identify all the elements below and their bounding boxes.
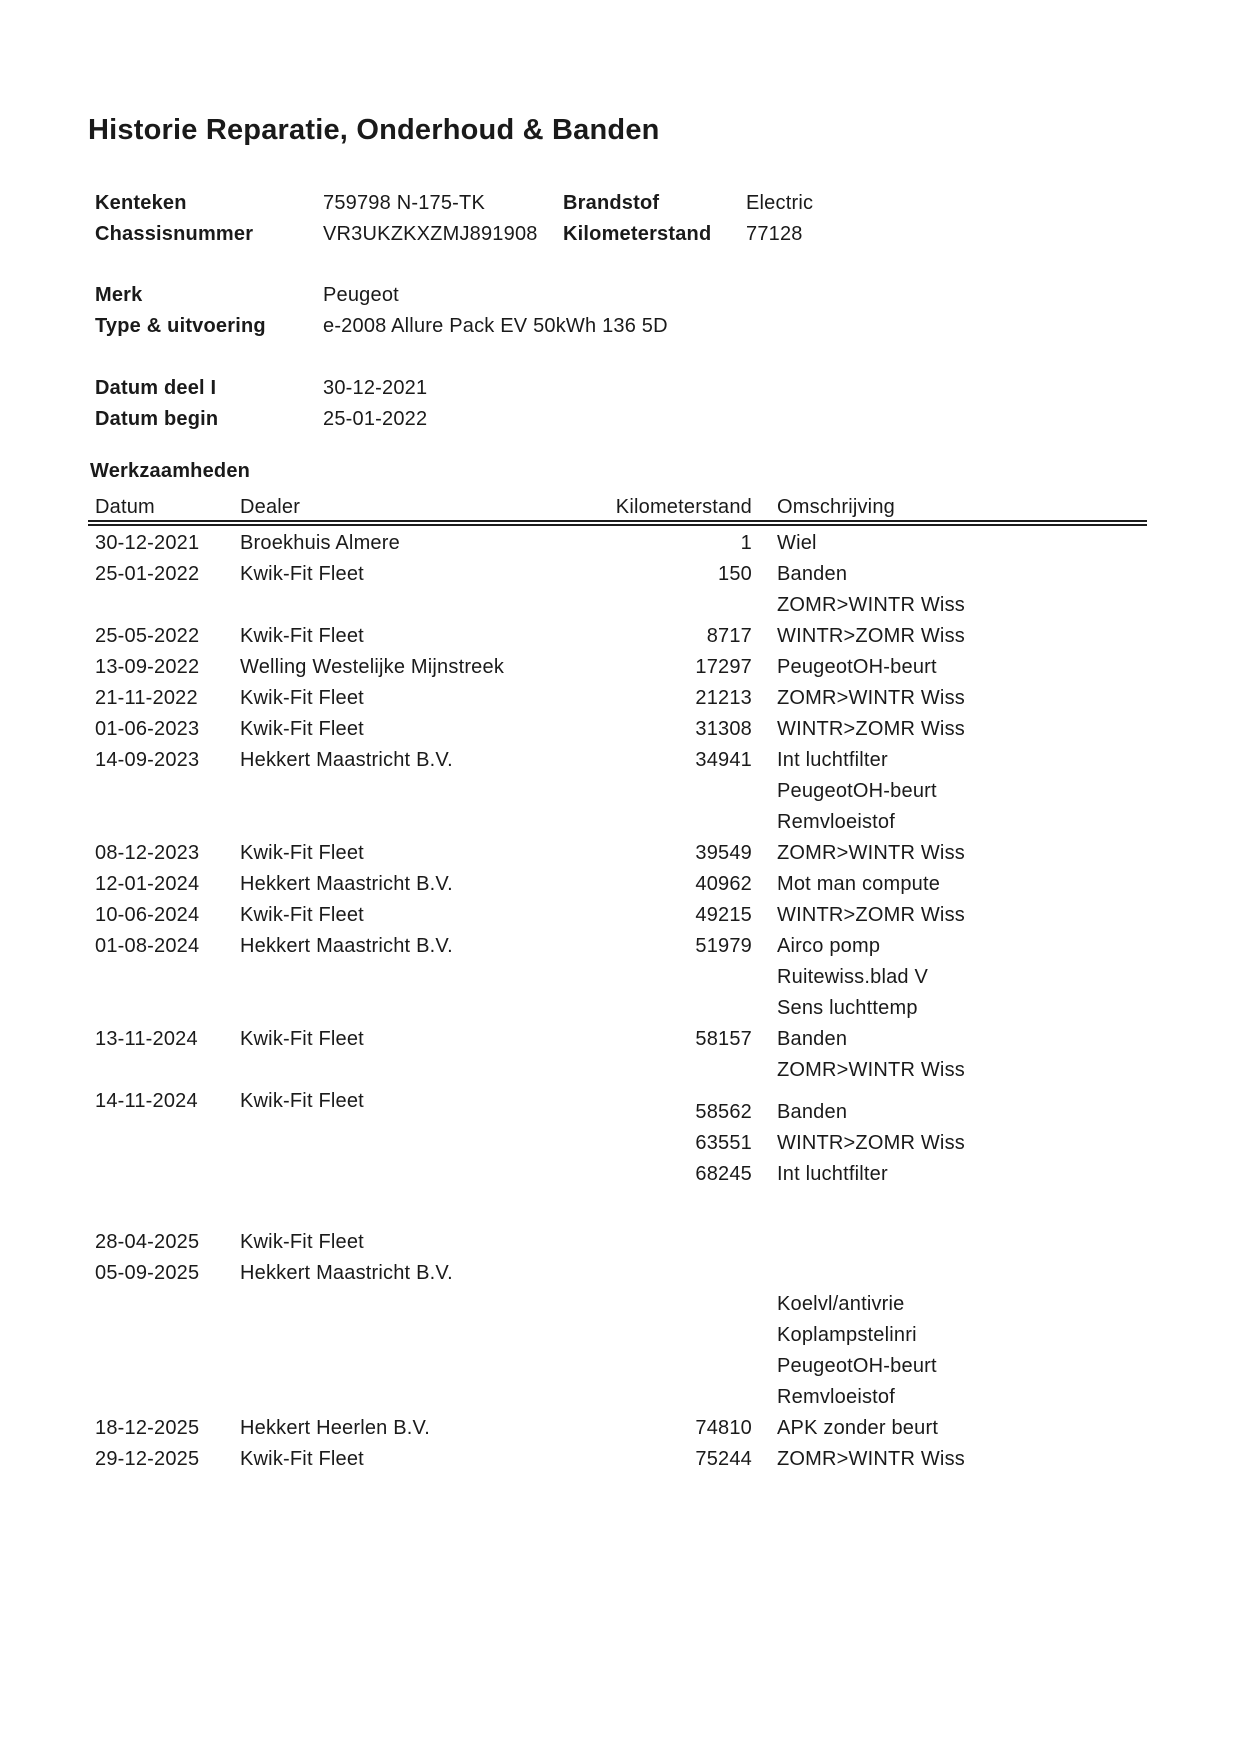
chassisnummer-label: Chassisnummer [95,223,254,245]
table-header-row [88,494,1148,520]
cell-kilometerstand: 58157 [695,1028,752,1050]
brandstof-value: Electric [746,192,814,214]
cell-omschrijving: ZOMR>WINTR Wiss [777,687,965,709]
table-row [88,776,1148,807]
cell-omschrijving: ZOMR>WINTR Wiss [777,594,965,616]
table-row [88,1179,1148,1227]
cell-omschrijving: PeugeotOH-beurt [777,1355,937,1377]
table-row [88,683,1148,714]
cell-omschrijving: Remvloeistof [777,1386,895,1408]
cell-omschrijving: Int luchtfilter [777,749,888,771]
cell-omschrijving: ZOMR>WINTR Wiss [777,842,965,864]
cell-omschrijving: Mot man compute [777,873,941,895]
cell-kilometerstand: 74810 [695,1417,752,1439]
cell-kilometerstand: 40962 [695,873,752,895]
cell-kilometerstand: 1 [740,532,752,554]
table-row [88,590,1148,621]
cell-datum: 08-12-2023 [95,842,200,864]
info-row-datum-deel-1 [95,373,1201,404]
cell-omschrijving: ZOMR>WINTR Wiss [777,1448,965,1470]
cell-dealer: Kwik-Fit Fleet [240,904,364,926]
kilometerstand-label: Kilometerstand [563,223,712,245]
cell-datum: 28-04-2025 [95,1231,200,1253]
cell-datum: 18-12-2025 [95,1417,200,1439]
info-row-datum-begin [95,404,1201,435]
table-row [88,621,1148,652]
table-row [88,1148,1148,1185]
cell-dealer: Kwik-Fit Fleet [240,1448,364,1470]
cell-kilometerstand: 8717 [706,625,752,647]
cell-datum: 12-01-2024 [95,873,200,895]
table-row [88,869,1148,900]
datum-deel-1-label: Datum deel I [95,377,217,399]
table-row [88,931,1148,962]
table-row [88,993,1148,1024]
cell-dealer: Hekkert Maastricht B.V. [240,873,453,895]
column-header-dealer: Dealer [240,496,301,518]
table-row [88,1055,1148,1086]
cell-dealer: Kwik-Fit Fleet [240,842,364,864]
cell-omschrijving: WINTR>ZOMR Wiss [777,718,965,740]
cell-dealer: Kwik-Fit Fleet [240,1090,364,1112]
cell-omschrijving: Banden [777,563,848,585]
cell-kilometerstand: 63551 [695,1132,752,1154]
cell-datum: 13-09-2022 [95,656,200,678]
table-row [88,900,1148,931]
werkzaamheden-heading: Werkzaamheden [90,460,251,482]
cell-datum: 10-06-2024 [95,904,200,926]
cell-omschrijving: Remvloeistof [777,811,895,833]
merk-label: Merk [95,284,143,306]
cell-omschrijving: Koelvl/antivrie [777,1293,905,1315]
table-row [88,1413,1148,1444]
cell-dealer: Kwik-Fit Fleet [240,718,364,740]
table-row [88,1086,1148,1123]
cell-omschrijving: PeugeotOH-beurt [777,780,937,802]
cell-kilometerstand: 49215 [695,904,752,926]
cell-omschrijving: Koplampstelinri [777,1324,917,1346]
type-uitvoering-value: e-2008 Allure Pack EV 50kWh 136 5D [323,315,668,337]
info-row-chassis-kilometerstand [95,219,1201,250]
cell-omschrijving: Banden [777,1028,848,1050]
cell-omschrijving: Ruitewiss.blad V [777,966,929,988]
table-row [88,962,1148,993]
table-row [88,745,1148,776]
cell-omschrijving: ZOMR>WINTR Wiss [777,1059,965,1081]
vehicle-model-block [95,280,1201,342]
info-row-type-uitvoering [95,311,1201,342]
kenteken-label: Kenteken [95,192,187,214]
kenteken-value: 759798 N-175-TK [323,192,485,214]
table-row [88,1351,1148,1382]
info-row-kenteken-brandstof [95,188,1201,219]
cell-kilometerstand: 150 [718,563,752,585]
table-row [88,1320,1148,1351]
table-row [88,528,1148,559]
work-rows [88,528,1148,1475]
cell-kilometerstand: 75244 [695,1448,752,1470]
cell-datum: 25-05-2022 [95,625,200,647]
cell-dealer: Kwik-Fit Fleet [240,1231,364,1253]
table-row [88,559,1148,590]
cell-kilometerstand: 68245 [695,1163,752,1185]
cell-omschrijving: WINTR>ZOMR Wiss [777,1132,965,1154]
column-header-omschrijving: Omschrijving [777,496,895,518]
cell-omschrijving: Wiel [777,532,817,554]
datum-begin-value: 25-01-2022 [323,408,428,430]
cell-dealer: Kwik-Fit Fleet [240,563,364,585]
cell-omschrijving: Sens luchttemp [777,997,918,1019]
table-row [88,1227,1148,1258]
chassisnummer-value: VR3UKZKXZMJ891908 [323,223,538,245]
kilometerstand-value: 77128 [746,223,803,245]
cell-datum: 21-11-2022 [95,687,198,709]
table-row [88,1289,1148,1320]
datum-deel-1-value: 30-12-2021 [323,377,428,399]
cell-dealer: Kwik-Fit Fleet [240,687,364,709]
cell-dealer: Welling Westelijke Mijnstreek [240,656,505,678]
table-row [88,1382,1148,1413]
brandstof-label: Brandstof [563,192,660,214]
cell-dealer: Hekkert Heerlen B.V. [240,1417,431,1439]
table-row [88,838,1148,869]
column-header-kilometerstand: Kilometerstand [615,496,752,518]
cell-kilometerstand: 51979 [695,935,752,957]
cell-datum: 13-11-2024 [95,1028,198,1050]
datum-begin-label: Datum begin [95,408,219,430]
cell-kilometerstand: 17297 [695,656,752,678]
table-row [88,1117,1148,1154]
cell-datum: 30-12-2021 [95,532,200,554]
cell-datum: 01-08-2024 [95,935,200,957]
cell-datum: 01-06-2023 [95,718,200,740]
cell-omschrijving: WINTR>ZOMR Wiss [777,625,965,647]
cell-dealer: Broekhuis Almere [240,532,400,554]
vehicle-id-block [95,188,1201,250]
cell-omschrijving: PeugeotOH-beurt [777,656,937,678]
cell-kilometerstand: 31308 [695,718,752,740]
page-title: Historie Reparatie, Onderhoud & Banden [88,114,660,146]
cell-dealer: Kwik-Fit Fleet [240,1028,364,1050]
column-header-datum: Datum [95,496,155,518]
cell-datum: 29-12-2025 [95,1448,200,1470]
cell-omschrijving: APK zonder beurt [777,1417,939,1439]
table-row [88,652,1148,683]
table-row [88,1444,1148,1475]
cell-omschrijving: Airco pomp [777,935,881,957]
cell-datum: 14-11-2024 [95,1090,198,1112]
cell-kilometerstand: 39549 [695,842,752,864]
cell-datum: 25-01-2022 [95,563,200,585]
cell-kilometerstand: 21213 [695,687,752,709]
table-row [88,714,1148,745]
table-row [88,807,1148,838]
cell-kilometerstand: 34941 [695,749,752,771]
type-uitvoering-label: Type & uitvoering [95,315,266,337]
merk-value: Peugeot [323,284,399,306]
table-row [88,1258,1148,1289]
info-row-merk [95,280,1201,311]
cell-datum: 05-09-2025 [95,1262,200,1284]
cell-dealer: Hekkert Maastricht B.V. [240,935,453,957]
cell-omschrijving: Banden [777,1101,848,1123]
cell-dealer: Hekkert Maastricht B.V. [240,1262,453,1284]
werkzaamheden-table [88,494,1148,1475]
cell-kilometerstand: 58562 [695,1101,752,1123]
table-row [88,1024,1148,1055]
cell-omschrijving: Int luchtfilter [777,1163,888,1185]
cell-dealer: Kwik-Fit Fleet [240,625,364,647]
cell-datum: 14-09-2023 [95,749,200,771]
cell-dealer: Hekkert Maastricht B.V. [240,749,453,771]
cell-omschrijving: WINTR>ZOMR Wiss [777,904,965,926]
table-header-rule [88,520,1147,526]
dates-block [95,373,1201,435]
